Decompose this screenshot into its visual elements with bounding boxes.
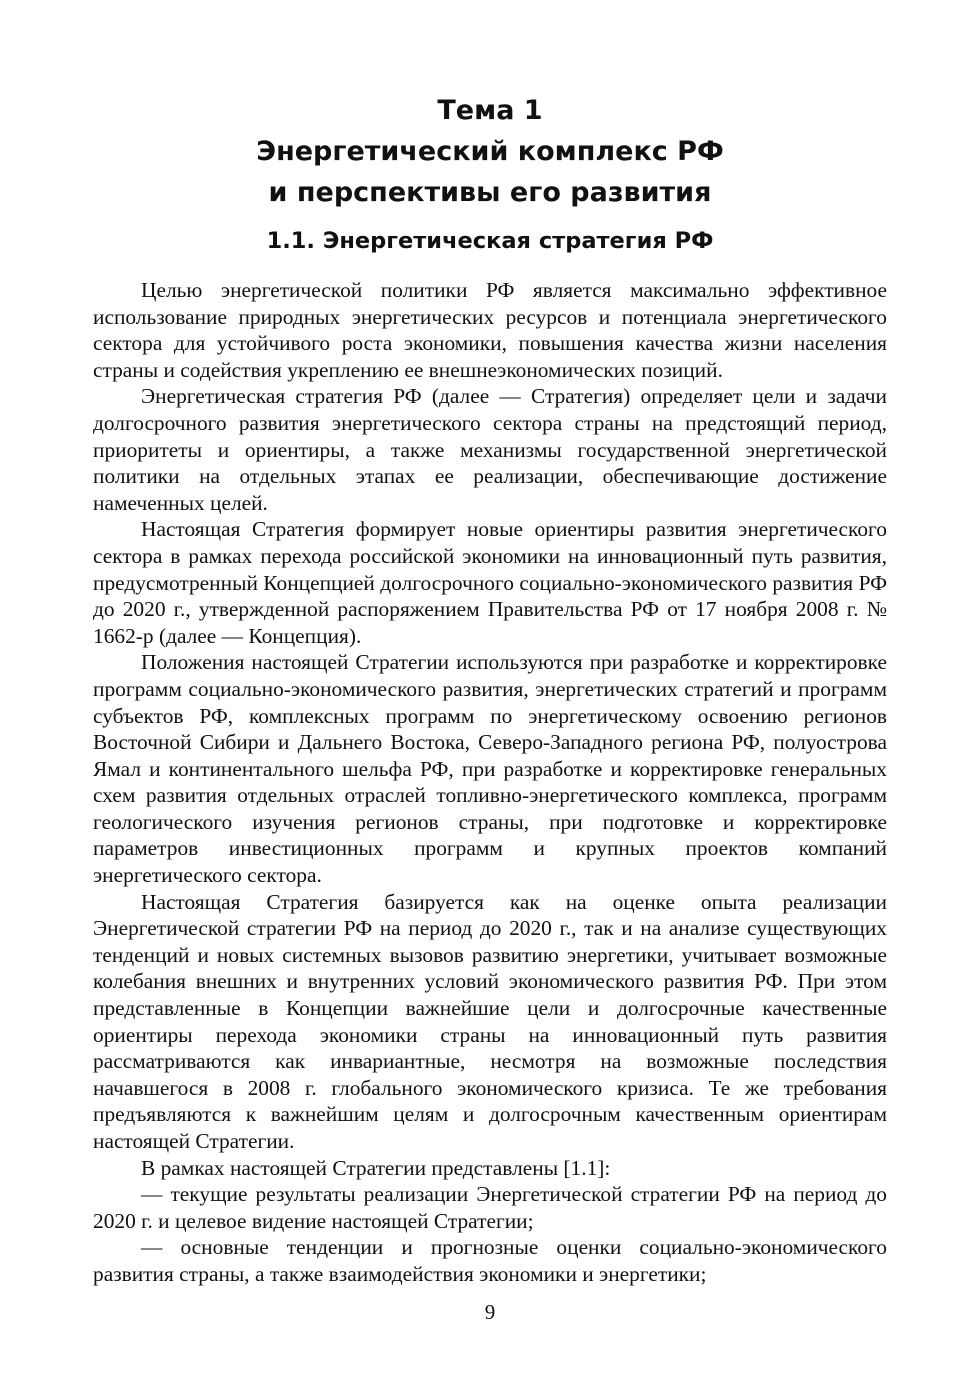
- paragraph: В рамках настоящей Стратегии представлены [1.1]:: [141, 1155, 611, 1180]
- paragraph: Настоящая Стратегия базируется как на оценке опыта реализации Энергетической стратегии РФ на период до 2020 г., так и на анализе существующих тенденций и новых системных вызовов развитию энергетики, учитывает возможные колебания внешних и внутренних условий экономического развития РФ. При этом представленные в Концепции важнейшие цели и долгосрочные качественные ориентиры перехода экономики страны на инновационный путь развития рассматриваются как инвариантные, несмотря на возможные последствия начавшегося в 2008 г. глобального экономического кризиса. Те же требования предъявляются к важнейшим целям и долгосрочным качественным ориентирам настоящей Стратегии.: [93, 889, 887, 1153]
- page-number: 9: [484, 1300, 496, 1324]
- chapter-title-line-2: и перспективы его развития: [268, 177, 712, 208]
- paragraph: Энергетическая стратегия РФ (далее — Стратегия) определяет цели и задачи долгосрочного развития энергетического сектора страны на предстоящий период, приоритеты и ориентиры, а также механизмы государственной энергетической политики на отдельных этапах ее реализации, обеспечивающие достижение намеченных целей.: [93, 384, 887, 515]
- chapter-number: Тема 1: [437, 95, 543, 126]
- paragraph: Положения настоящей Стратегии используются при разработке и корректировке программ социально-экономического развития, энергетических стратегий и программ субъектов РФ, комплексных программ по энергетическому освоению регионов Восточной Сибири и Дальнего Востока, Северо-Западного региона РФ, полуострова Ямал и континентального шельфа РФ, при разработке и корректировке генеральных схем развития отдельных отраслей топливно-энергетического комплекса, программ геологического изучения регионов страны, при подготовке и корректировке параметров инвестиционных программ и крупных проектов компаний энергетического сектора.: [93, 650, 887, 888]
- paragraph: Целью энергетической политики РФ является максимально эффективное использование природных энергетических ресурсов и потенциала энергетического сектора для устойчивого роста экономики, повышения качества жизни населения страны и содействия укреплению ее внешнеэкономических позиций.: [93, 278, 887, 382]
- list-item: — основные тенденции и прогнозные оценки социально-экономического развития страны, а также взаимодействия экономики и энергетики;: [93, 1235, 887, 1286]
- section-title: 1.1. Энергетическая стратегия РФ: [266, 228, 714, 254]
- chapter-title-line-1: Энергетический комплекс РФ: [256, 136, 724, 167]
- paragraph: Настоящая Стратегия формирует новые ориентиры развития энергетического сектора в рамках перехода российской экономики на инновационный путь развития, предусмотренный Концепцией долгосрочного социально-экономического развития РФ до 2020 г., утвержденной распоряжением Правительства РФ от 17 ноября 2008 г. № 1662-р (далее — Концепция).: [93, 517, 887, 648]
- list-item: — текущие результаты реализации Энергетической стратегии РФ на период до 2020 г. и целевое видение настоящей Стратегии;: [93, 1182, 887, 1233]
- chapter-title: [0, 90, 980, 213]
- body-text: [93, 277, 887, 1288]
